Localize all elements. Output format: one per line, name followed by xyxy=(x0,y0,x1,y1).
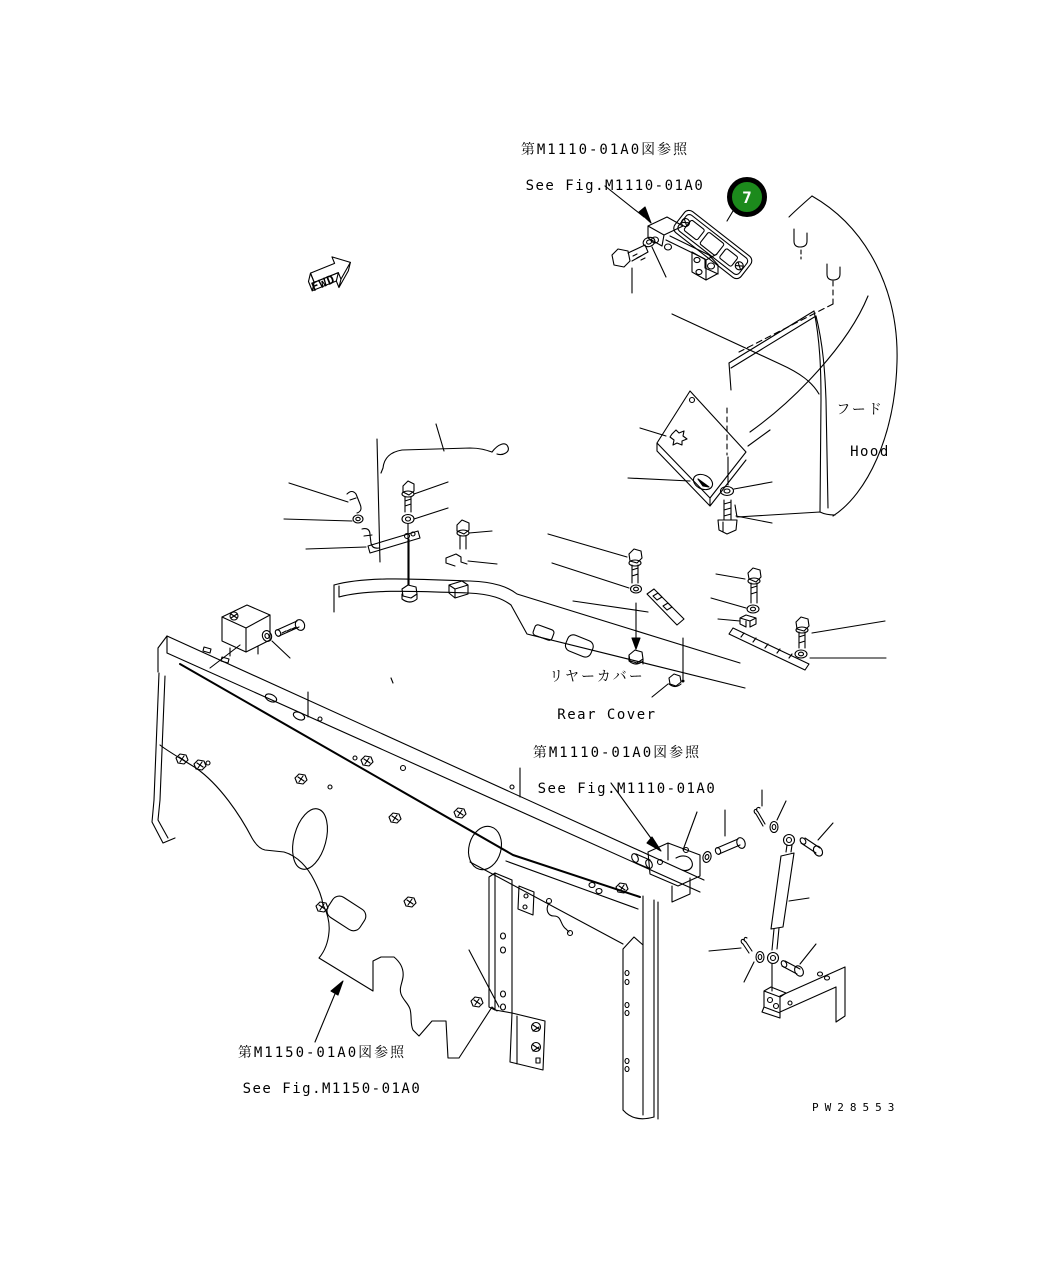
ref-bottom-leader xyxy=(315,981,343,1042)
fwd-arrow-label: FWD xyxy=(309,271,338,295)
frame-posts xyxy=(489,873,658,1119)
label-ref-top-jp: 第M1110-01A0図参照 xyxy=(520,142,690,158)
label-ref-bottom xyxy=(223,1044,422,1098)
label-hood-en: Hood xyxy=(850,444,890,460)
label-ref-bottom-en: See Fig.M1150-01A0 xyxy=(242,1081,422,1097)
label-ref-top xyxy=(506,141,705,195)
callout-7-number: 7 xyxy=(742,187,752,207)
label-hood xyxy=(830,400,890,463)
callout-7-badge[interactable] xyxy=(727,177,767,217)
label-rear-cover-jp: リヤーカバー xyxy=(549,669,645,685)
label-rear-cover xyxy=(537,668,656,725)
label-ref-mid-en: See Fig.M1110-01A0 xyxy=(537,781,717,797)
label-ref-top-en: See Fig.M1110-01A0 xyxy=(525,178,705,194)
label-ref-bottom-jp: 第M1150-01A0図参照 xyxy=(237,1045,407,1061)
mid-left-fasteners xyxy=(284,481,497,602)
latch-and-gas-spring xyxy=(611,783,845,1022)
label-ref-mid-jp: 第M1110-01A0図参照 xyxy=(532,745,702,761)
panel-hinge-bracket xyxy=(210,605,306,668)
hood-lock-bracket xyxy=(628,391,772,534)
label-rear-cover-en: Rear Cover xyxy=(557,707,657,723)
hood-outline xyxy=(672,196,897,517)
label-ref-mid xyxy=(518,744,717,798)
label-hood-jp: フード xyxy=(836,402,884,418)
hood-support-rod xyxy=(377,424,508,562)
drawing-number: PW28553 xyxy=(812,1101,901,1114)
